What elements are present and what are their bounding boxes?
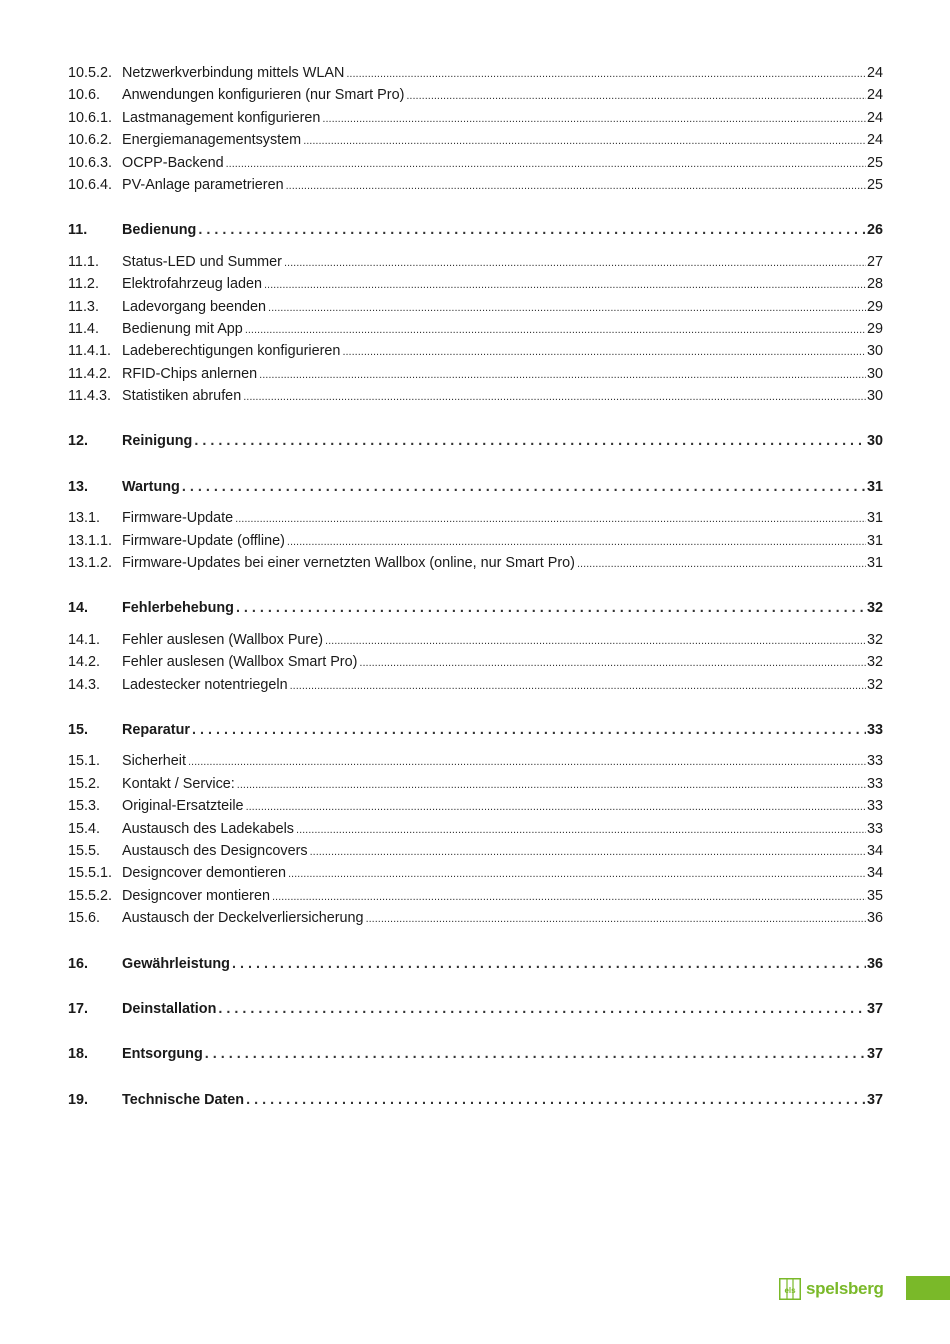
toc-entry[interactable] [68, 818, 883, 840]
toc-chapter-entry[interactable] [68, 476, 883, 498]
toc-chapter-entry[interactable] [68, 219, 883, 241]
toc-entry-page: 30 [866, 343, 883, 360]
toc-chapter-entry[interactable] [68, 430, 883, 452]
toc-entry[interactable] [68, 907, 883, 929]
toc-leader-dots [342, 341, 866, 363]
toc-entry-title: Ladevorgang beenden [122, 298, 267, 315]
toc-entry-page: 31 [866, 478, 883, 495]
toc-entry-page: 33 [866, 798, 883, 815]
toc-chapter-entry[interactable] [68, 1089, 883, 1111]
toc-entry-page: 32 [866, 654, 883, 671]
toc-entry-title: Kontakt / Service: [122, 775, 235, 792]
toc-leader-dots [310, 841, 866, 863]
toc-entry-number: 11. [68, 222, 88, 239]
page-tab-marker [906, 1276, 950, 1300]
toc-leader-dots [287, 531, 866, 553]
toc-entry-page: 25 [866, 154, 883, 171]
toc-entry-number: 10.6.3. [68, 154, 113, 171]
toc-entry[interactable] [68, 62, 883, 84]
toc-entry-number: 15.5.2. [68, 887, 113, 904]
toc-entry-number: 10.6. [68, 87, 101, 104]
toc-leader-dots [236, 597, 866, 619]
toc-entry-title: Fehler auslesen (Wallbox Pure) [122, 631, 324, 648]
toc-entry-number: 13.1. [68, 510, 101, 527]
toc-entry-title: Entsorgung [122, 1046, 203, 1063]
toc-chapter-entry[interactable] [68, 998, 883, 1020]
toc-entry-page: 37 [866, 1046, 883, 1063]
toc-leader-dots [198, 219, 866, 241]
toc-entry-title: Netzwerkverbindung mittels WLAN [122, 65, 345, 81]
toc-leader-dots [232, 953, 866, 975]
toc-entry[interactable] [68, 296, 883, 318]
toc-entry[interactable] [68, 385, 883, 407]
toc-leader-dots [194, 430, 866, 452]
toc-entry[interactable] [68, 340, 883, 362]
toc-entry[interactable] [68, 552, 883, 574]
toc-entry-number: 11.4.1. [68, 343, 111, 360]
logo-wordmark: spelsberg [806, 1279, 884, 1298]
toc-entry-number: 10.5.2. [68, 65, 113, 81]
toc-entry-page: 34 [866, 842, 883, 859]
toc-leader-dots [406, 85, 866, 107]
toc-leader-dots [188, 751, 866, 773]
toc-entry-page: 35 [866, 887, 883, 904]
toc-entry-title: Elektrofahrzeug laden [122, 276, 262, 293]
toc-entry-number: 15.1. [68, 753, 101, 770]
toc-leader-dots [346, 63, 866, 85]
toc-entry-title: OCPP-Backend [122, 154, 224, 171]
toc-entry-number: 15.2. [68, 775, 101, 792]
toc-entry[interactable] [68, 251, 883, 273]
toc-entry-number: 14.1. [68, 631, 101, 648]
toc-entry[interactable] [68, 174, 883, 196]
toc-entry-page: 25 [866, 176, 883, 193]
toc-entry-number: 12. [68, 433, 89, 450]
toc-entry-page: 33 [866, 775, 883, 792]
toc-entry-number: 15.4. [68, 820, 101, 837]
toc-entry-number: 13.1.2. [68, 555, 113, 572]
toc-entry-number: 17. [68, 1000, 89, 1017]
toc-entry-page: 33 [866, 753, 883, 770]
toc-entry-number: 13. [68, 478, 89, 495]
toc-entry-page: 29 [866, 320, 883, 337]
toc-entry-title: Designcover demontieren [122, 865, 286, 882]
toc-entry-number: 11.3. [68, 298, 99, 315]
toc-entry-number: 15.6. [68, 910, 101, 927]
toc-leader-dots [272, 886, 866, 908]
toc-entry-page: 31 [866, 510, 883, 527]
toc-leader-dots [303, 130, 866, 152]
toc-leader-dots [577, 553, 866, 575]
toc-entry-title: Original-Ersatzteile [122, 798, 244, 815]
toc-leader-dots [245, 319, 866, 341]
toc-leader-dots [286, 175, 866, 197]
toc-entry[interactable] [68, 651, 883, 673]
toc-entry[interactable] [68, 318, 883, 340]
toc-entry-number: 14.3. [68, 676, 101, 693]
toc-entry[interactable] [68, 840, 883, 862]
toc-leader-dots [226, 153, 866, 175]
toc-leader-dots [192, 719, 866, 741]
toc-entry[interactable] [68, 862, 883, 884]
toc-entry-title: Technische Daten [122, 1091, 245, 1108]
toc-entry-title: Fehlerbehebung [122, 600, 234, 617]
toc-entry-title: Deinstallation [122, 1000, 217, 1017]
toc-leader-dots [366, 908, 866, 930]
toc-entry[interactable] [68, 507, 883, 529]
toc-entry-page: 24 [866, 65, 883, 81]
toc-entry-page: 33 [866, 820, 883, 837]
toc-entry-title: Firmware-Update [122, 510, 234, 527]
toc-chapter-entry[interactable] [68, 953, 883, 975]
toc-entry-number: 15. [68, 721, 89, 738]
toc-leader-dots [205, 1043, 866, 1065]
toc-entry-page: 32 [866, 676, 883, 693]
toc-entry-page: 36 [866, 910, 883, 927]
toc-entry-title: RFID-Chips anlernen [122, 365, 258, 382]
toc-leader-dots [259, 364, 866, 386]
toc-entry-page: 30 [866, 433, 883, 450]
toc-entry-page: 34 [866, 865, 883, 882]
toc-entry-title: Firmware-Update (offline) [122, 532, 285, 549]
toc-entry-number: 15.5.1. [68, 865, 113, 882]
toc-entry-number: 15.5. [68, 842, 101, 859]
toc-leader-dots [322, 108, 866, 130]
toc-entry[interactable] [68, 795, 883, 817]
toc-entry-page: 31 [866, 532, 883, 549]
toc-entry-title: Designcover montieren [122, 887, 270, 904]
toc-entry-title: Anwendungen konfigurieren (nur Smart Pro) [122, 87, 405, 104]
toc-entry-page: 32 [866, 631, 883, 648]
toc-entry-title: Wartung [122, 478, 180, 495]
toc-entry-page: 31 [866, 555, 883, 572]
toc-entry-number: 11.1. [68, 253, 99, 270]
toc-leader-dots [182, 476, 866, 498]
toc-entry-page: 37 [866, 1000, 883, 1017]
toc-leader-dots [246, 1089, 866, 1111]
table-of-contents [68, 62, 883, 1112]
toc-leader-dots [288, 863, 866, 885]
toc-entry-page: 27 [866, 253, 883, 270]
toc-leader-dots [268, 297, 866, 319]
toc-entry-title: Sicherheit [122, 753, 186, 770]
toc-leader-dots [218, 998, 866, 1020]
toc-entry-title: Lastmanagement konfigurieren [122, 109, 321, 126]
toc-entry-number: 18. [68, 1046, 89, 1063]
toc-leader-dots [290, 675, 866, 697]
toc-chapter-entry[interactable] [68, 1043, 883, 1065]
toc-chapter-entry[interactable] [68, 719, 883, 741]
toc-entry-title: Energiemanagementsystem [122, 132, 302, 149]
toc-entry-number: 10.6.1. [68, 109, 113, 126]
toc-entry[interactable] [68, 107, 883, 129]
toc-entry[interactable] [68, 773, 883, 795]
toc-entry-title: Ladeberechtigungen konfigurieren [122, 343, 341, 360]
toc-entry-page: 30 [866, 388, 883, 405]
toc-entry-number: 14.2. [68, 654, 101, 671]
toc-entry-number: 15.3. [68, 798, 101, 815]
toc-entry-title: Status-LED und Summer [122, 253, 282, 270]
toc-entry-number: 11.4.3. [68, 388, 111, 405]
toc-entry[interactable] [68, 129, 883, 151]
toc-entry-number: 14. [68, 600, 89, 617]
toc-entry-title: Gewährleistung [122, 955, 230, 972]
toc-entry-number: 19. [68, 1091, 89, 1108]
toc-entry-title: PV-Anlage parametrieren [122, 176, 284, 193]
toc-entry-title: Austausch der Deckelverliersicherung [122, 910, 364, 927]
toc-entry-title: Fehler auslesen (Wallbox Smart Pro) [122, 654, 358, 671]
toc-entry-title: Bedienung mit App [122, 320, 243, 337]
toc-leader-dots [237, 774, 866, 796]
toc-entry-number: 10.6.2. [68, 132, 113, 149]
toc-entry[interactable] [68, 273, 883, 295]
toc-chapter-entry[interactable] [68, 597, 883, 619]
toc-entry-page: 37 [866, 1091, 883, 1108]
toc-leader-dots [359, 652, 866, 674]
els-logo-mark-icon [779, 1278, 801, 1300]
toc-entry-page: 28 [866, 276, 883, 293]
toc-entry[interactable] [68, 885, 883, 907]
toc-entry[interactable] [68, 530, 883, 552]
toc-entry-title: Reinigung [122, 433, 193, 450]
toc-entry-title: Austausch des Ladekabels [122, 820, 295, 837]
toc-entry-page: 32 [866, 600, 883, 617]
toc-entry-number: 11.2. [68, 276, 99, 293]
toc-leader-dots [264, 274, 866, 296]
toc-entry-page: 26 [866, 222, 883, 239]
toc-entry-title: Reparatur [122, 721, 190, 738]
toc-leader-dots [325, 630, 866, 652]
toc-leader-dots [246, 796, 866, 818]
toc-entry-title: Bedienung [122, 222, 197, 239]
toc-leader-dots [296, 819, 866, 841]
toc-entry-title: Statistiken abrufen [122, 388, 242, 405]
toc-entry[interactable] [68, 152, 883, 174]
toc-leader-dots [284, 252, 866, 274]
spelsberg-logo [779, 1276, 884, 1302]
toc-entry-page: 24 [866, 109, 883, 126]
toc-entry-page: 33 [866, 721, 883, 738]
toc-entry-page: 24 [866, 132, 883, 149]
toc-entry-page: 24 [866, 87, 883, 104]
toc-entry-title: Firmware-Updates bei einer vernetzten Wallbox (online, nur Smart Pro) [122, 555, 575, 572]
svg-text:els: els [784, 1286, 796, 1295]
toc-entry-page: 30 [866, 365, 883, 382]
toc-entry-number: 10.6.4. [68, 176, 113, 193]
toc-entry-page: 29 [866, 298, 883, 315]
toc-entry-title: Ladestecker notentriegeln [122, 676, 288, 693]
toc-leader-dots [243, 386, 866, 408]
toc-entry-page: 36 [866, 955, 883, 972]
toc-entry[interactable] [68, 84, 883, 106]
toc-leader-dots [235, 508, 866, 530]
toc-entry[interactable] [68, 629, 883, 651]
toc-entry[interactable] [68, 674, 883, 696]
toc-entry[interactable] [68, 363, 883, 385]
toc-entry-number: 11.4.2. [68, 365, 111, 382]
toc-entry-number: 11.4. [68, 320, 99, 337]
toc-entry[interactable] [68, 750, 883, 772]
toc-entry-number: 13.1.1. [68, 532, 113, 549]
toc-entry-number: 16. [68, 955, 89, 972]
toc-entry-title: Austausch des Designcovers [122, 842, 308, 859]
